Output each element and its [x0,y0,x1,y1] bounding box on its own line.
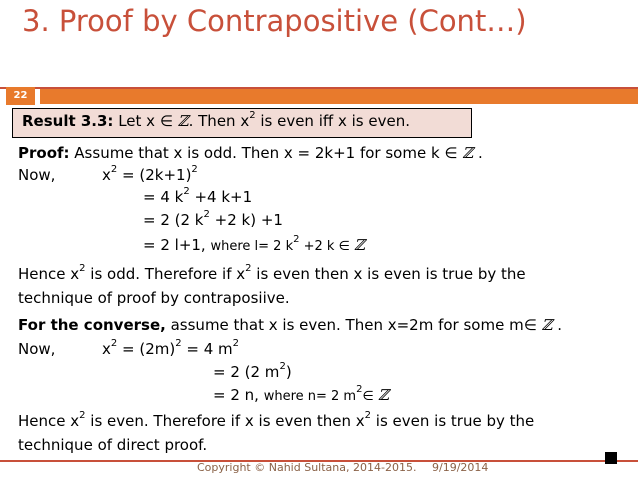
exponent: 2 [203,209,210,220]
integer-set-symbol: ℤ [354,236,365,254]
text: +2 k) +1 [209,211,283,229]
proof-line-5 [143,236,365,254]
exponent: 2 [79,410,86,421]
proof-label: Proof: [18,144,70,162]
text: = 2 l+1, [143,236,211,254]
converse-line-6: technique of direct proof. [18,436,208,454]
text: = 4 m [181,340,233,358]
text: assume that x is even. Then x=2m for some m∈ [165,316,542,334]
accent-bar [40,89,638,104]
proof-line-4 [143,211,283,229]
exponent: 2 [175,338,182,349]
text: x [102,340,111,358]
text: is even then x is even is true by the [251,265,526,283]
text: +2 k ∈ [299,239,355,254]
text: = 2 (2 m [213,363,280,381]
text: = (2m) [117,340,176,358]
integer-set-symbol: ℤ [377,386,389,404]
exponent: 2 [356,384,363,395]
text: where l= 2 k [210,239,294,254]
proof-line-3 [143,188,252,206]
converse-line-2 [18,340,55,358]
converse-label: For the converse, [18,316,166,334]
proof-line-2 [18,166,55,184]
text: Hence x [18,265,80,283]
exponent: 2 [279,361,286,372]
text: +4 k+1 [189,188,253,206]
slide-number: 22 [6,87,35,105]
text: Assume that x is odd. Then x = 2k+1 for some k ∈ [69,144,463,162]
proof-line-6 [18,265,526,283]
proof-line-1 [18,144,483,162]
end-square-icon [605,452,617,464]
text: Hence x [18,412,80,430]
result-statement [22,112,410,130]
result-text-b: . Then x [188,112,250,130]
proof-line-2-eq [102,166,198,184]
exponent: 2 [183,186,190,197]
integer-set-symbol: ℤ [177,112,189,130]
text: is even is true by the [371,412,535,430]
text: . [552,316,563,334]
text: ) [285,363,292,381]
text: is even. Therefore if x is even then x [85,412,365,430]
exponent: 2 [364,410,372,421]
proof-line-7: technique of proof by contraposiive. [18,289,290,307]
now-label: Now, [18,340,56,358]
result-text-a: Let x ∈ [113,112,178,130]
converse-line-1 [18,316,562,334]
exponent: 2 [79,263,86,274]
exponent: 2 [293,234,300,245]
text: ∈ [362,389,378,404]
exponent: 2 [110,338,118,349]
integer-set-symbol: ℤ [541,316,553,334]
text: = 4 k [143,188,184,206]
exponent: 2 [249,110,256,121]
text: = 2 n, [213,386,264,404]
text: x [102,166,111,184]
result-text-c: is even iff x is even. [255,112,410,130]
exponent: 2 [110,164,118,175]
text: is odd. Therefore if x [85,265,246,283]
exponent: 2 [232,338,240,349]
text: = 2 (2 k [143,211,204,229]
converse-line-5 [18,412,534,430]
integer-set-symbol: ℤ [462,144,474,162]
footer-date: 9/19/2014 [432,461,489,474]
text: where n= 2 m [263,389,357,404]
now-label: Now, [18,166,56,184]
result-label: Result 3.3: [22,112,114,130]
converse-line-4 [213,386,389,404]
text: = (2k+1) [117,166,192,184]
copyright-text: Copyright © Nahid Sultana, 2014-2015. [197,461,417,474]
converse-line-2-eq [102,340,239,358]
slide-title: 3. Proof by Contrapositive (Cont…) [22,4,527,38]
exponent: 2 [191,164,198,175]
exponent: 2 [245,263,252,274]
text: . [473,144,483,162]
converse-line-3 [213,363,292,381]
